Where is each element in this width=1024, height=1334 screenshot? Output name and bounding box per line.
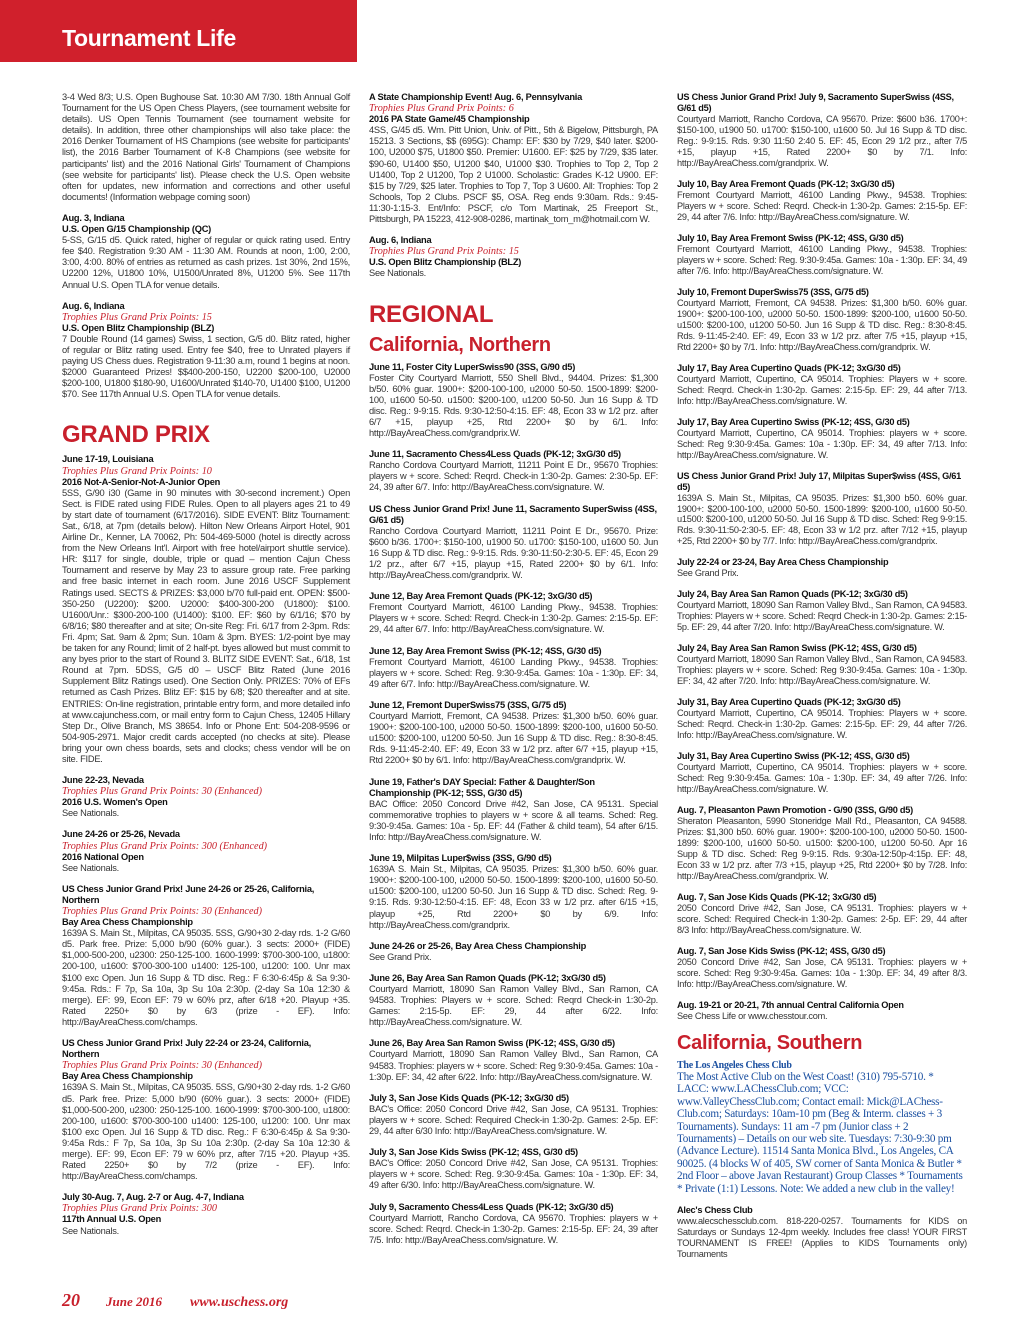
lacc-title: The Los Angeles Chess Club xyxy=(677,1059,792,1071)
entry-title: July 31, Bay Area Cupertino Quads (PK-12; 3xG/30 d5) xyxy=(677,697,901,708)
entry-body: Courtyard Marriott, Fremont, CA 94538. Prizes: $1,300 b/50. 60% guar. 1900+: $200-100-100, u2000 50-50. 1500-1899: $200-100, u1600 50-50. u1500: $200-100, u1200 50-50. Jun 16 Supp & TD disc. Reg.: 8:30-8:45. Rds. 9-11:45-2:40. EF: 49, Econ 33 w 1/2 prz. after 7/5 +15, playup +15, Rtd 2200+ $0 by 7/1. Info: http://BayAreaChess.com/grandprix. W. xyxy=(677,297,967,352)
lacc-body: The Most Active Club on the West Coast! (310) 795-5710. * LACC: www.LAChessClub.com; VCC: www.ValleyChessClub.com; Contact email: Mick@LAChess-Club.com; Saturdays: 10am-10 pm (Beg & Interm. classes + 3 Tournaments). Sundays: 11 am -7 pm (Junior class + 2 Tournaments) – Details on our web site. Tuesdays: 7:30-9:30 pm (Advance Lecture). 11514 Santa Monica Blvd., Los Angeles, CA 90025. (4 blocks W of 405, SW corner of Santa Monica & Butler * 2nd Floor – above Javan Restaurant) Group Classes * Tournaments * Private (1:1) Lessons. Note: We added a new club in the valley! xyxy=(677,1070,963,1195)
tournament-entry xyxy=(677,417,967,461)
entry-title: June 11, Foster City LuperSwiss90 (3SS, G/90 d5) xyxy=(369,361,576,372)
entry-body: Rancho Cordova Courtyard Marriott, 11211 Point E Dr., 95670. Prize: $600 b/36. 1700+: $150-100, u1900 50. u1700: $150-100, u1600 50. Jun 16 Supp & TD disc. Reg.: 9-9:15. Rds. 9:30-11:50-2:30-5. EF: 45, Econ 29 1/2 prz., after 6/7 +15, playup +15, Rated 2200+ $0 by 6/1. Info: http://BayAreaChess.com/grandprix. W. xyxy=(369,525,658,581)
entry-title: June 26, Bay Area San Ramon Quads (PK-12; 3xG/30 d5) xyxy=(369,972,606,983)
entry-body: Courtyard Marriott, Cupertino, CA 95014. Trophies: Players w + score. Sched: Reqrd. Check-in 1:30-2p. Games: 2:15-5p. EF: 29, 44 after 7/13. Info: http://BayAreaChess.com/signature. W. xyxy=(677,373,967,406)
entry-title: June 19, Father's DAY Special: Father & Daughter/Son Championship (PK-12; 5SS, G/30 d5) xyxy=(369,776,595,798)
grand-prix-points: Trophies Plus Grand Prix Points: 15 xyxy=(62,311,212,323)
tournament-entry xyxy=(677,557,967,579)
entry-body: Courtyard Marriott, Rancho Cordova, CA 95670. Trophies: players w + score. Sched: Reqrd. Check-in 1:30-2p. Games: 2:15-5p. EF: 24, 39 after 7/5. Info: http://BayAreaChess.com/signature. W. xyxy=(369,1212,658,1245)
entry-body: Sheraton Pleasanton, 5990 Stoneridge Mall Rd., Pleasanton, CA 94588. Prizes: $1,300 b50. 60% guar. 1900+: $200-100-100, u2000 50-50. 1500-1899: $200-100, u1600 50-50. u1500: $200-100, u1200 50-50. Apr 16 Supp & TD disc. Sched: Reg 9-9:15. Rds. 9:30a-12:50p-4:15p. EF: 48, Econ 33 w 1/2 prz. after 7/3 +15, playup +25, Rtd 2200+ $0 by 7/28. Info: http://BayAreaChess.com/grandprix. W. xyxy=(677,816,967,882)
entry-title: June 24-26 or 25-26, Bay Area Chess Championship xyxy=(369,940,587,951)
tournament-entry xyxy=(677,1000,967,1022)
tournament-entry xyxy=(62,213,350,291)
tournament-entry xyxy=(677,287,967,353)
entry-title: US Chess Junior Grand Prix! July 9, Sacramento SuperSwiss (4SS, G/61 d5) xyxy=(677,92,954,113)
tournament-entry xyxy=(369,1038,658,1082)
grand-prix-points: Trophies Plus Grand Prix Points: 30 (Enhanced) xyxy=(62,786,262,798)
page-footer xyxy=(62,1290,288,1311)
entry-body: Courtyard Marriott, Rancho Cordova, CA 95670. Prize: $600 b36. 1700+: $150-100, u1900 50. u1700: $150-100, u1600 50. Jul 16 Supp & TD disc. Reg.: 9-9:15. Rds. 9:30 11:50 2:40 5. EF: 45, Econ 29 1/2 prz., after 7/5 +15, playup +15, Rated 2200+ $0 by 7/1. Info: http://BayAreaChess.com/grandprix. W. xyxy=(677,113,967,168)
tournament-entry xyxy=(677,697,967,741)
entry-date: Aug. 3, Indiana xyxy=(62,212,125,223)
entry-title: July 24, Bay Area San Ramon Quads (PK-12; 3xG/30 d5) xyxy=(677,589,908,600)
tournament-entry xyxy=(62,1038,350,1182)
california-southern-heading: California, Southern xyxy=(677,1031,863,1054)
entry-body: Fremont Courtyard Marriott, 46100 Landing Pkwy., 94538. Trophies: players w + score. Sched: Reg. 9:30-9:45a. Games: 10a - 1:30p. EF: 34, 49 after 6/7. Info: http://BayAreaChess.com/signature. W. xyxy=(369,656,658,689)
entry-date: July 30-Aug. 7, Aug. 2-7 or Aug. 4-7, Indiana xyxy=(62,1192,244,1203)
entry-title: July 9, Sacramento Chess4Less Quads (PK-12; 3xG/30 d5) xyxy=(369,1201,614,1212)
tournament-entry xyxy=(369,1147,658,1191)
entry-title: 2016 U.S. Women's Open xyxy=(62,797,168,808)
entry-body: 1639A S. Main St., Milpitas, CA 95035. Prizes: $1,300 b/50. 60% guar. 1900+: $200-100-100, u2000 50-50. 1500-1899: $200-100, u1600 50-50. u1500: $200-100, u1200 50-50. Jun 16 Supp & TD disc. Sched: Reg. 9-9:15. Rds. 9:30-12:50-4:15. EF: 48, Econ 33 w 1/2 prz. after 6/15 +15, playup +25, Rtd 2200+ $0 by 6/9. Info: http://BayAreaChess.com/grandprix. xyxy=(369,864,658,930)
entry-body: 2050 Concord Drive #42, San Jose, CA 95131. Trophies: players w + score. Sched: Required Check-in 1:30-2p. Games: 2-5p. EF: 29, 44 after 8/3 Info: http://BayAreaChess.com/signature. W. xyxy=(677,903,967,935)
entry-title: July 31, Bay Area Cupertino Swiss (PK-12; 4SS, G/30 d5) xyxy=(677,751,910,762)
tournament-entry xyxy=(369,1202,658,1246)
entry-title: June 19, Milpitas Luper$wiss (3SS, G/90 d5) xyxy=(369,853,552,864)
entry-body: Fremont Courtyard Marriott, 46100 Landing Pkwy., 94538. Trophies: Players w + score. Sched: Reqrd. Check-in 1:30-2p. Games: 2:15-5p. EF: 29, 44 after 6/7. Info: http://BayAreaChess.com/signature. W. xyxy=(369,602,658,635)
entry-body: See Nationals. xyxy=(62,862,119,873)
entry-body: Courtyard Marriott, Cupertino, CA 95014. Trophies: Players w + score. Sched: Reqrd. Check-in 1:30-2p. Games: 2:15-5p. EF: 29, 44 after 7/26. Info: http://BayAreaChess.com/signature. W. xyxy=(677,708,967,741)
entry-list xyxy=(62,213,350,401)
tournament-entry xyxy=(677,589,967,633)
entry-body: Courtyard Marriott, Cupertino, CA 95014. Trophies: players w + score. Sched: Reg 9:30-9:45a. Games: 10a - 1:30p. EF: 34, 49 after 7/26. Info: http://BayAreaChess.com/signature. W. xyxy=(677,762,967,795)
entry-body: 7 Double Round (14 games) Swiss, 1 section, G/5 d0. Blitz rated, higher of regular or Blitz rating used. Entry fee $40, free to Unrated players if paying US Chess dues. Registration 9-11:30 a.m, round 1 begins at noon. $2000 Guaranteed Prizes! $$400-200-150, U2200 $200-100, U2000 $200-100, U1800 $180-90, U1600/Unrated $140-70, U1400 $100, U1200 $70. See 117th Annual U.S. Open TLA for venue details. xyxy=(62,333,350,400)
entry-body: Fremont Courtyard Marriott, 46100 Landing Pkwy., 94538. Trophies: Players w + score. Sched: Reqrd. Check-in 1:30-2p. Games: 2:15-5p. EF: 29, 44 after 7/6. Info: http://BayAreaChess.com/signature. W. xyxy=(677,189,967,222)
entry-title: June 11, Sacramento Chess4Less Quads (PK-12; 3xG/30 d5) xyxy=(369,449,621,460)
tournament-entry xyxy=(369,646,658,690)
grand-prix-points: Trophies Plus Grand Prix Points: 15 xyxy=(369,246,519,258)
column-1 xyxy=(62,92,350,1247)
tournament-entry xyxy=(369,235,658,279)
tournament-entry xyxy=(677,946,967,990)
entry-title: U.S. Open Blitz Championship (BLZ) xyxy=(369,257,522,268)
entry-title: Aug. 7, San Jose Kids Swiss (PK-12; 4SS, G/30 d5) xyxy=(677,945,886,956)
entry-body: BAC's Office: 2050 Concord Drive #42, San Jose, CA 95131. Trophies: players w + score. Sched: Required Check-in 1:30-2p. Games: 2-5p. EF: 29, 44 after 6/30 Info: http://BayAreaChess.com/signature. W. xyxy=(369,1103,658,1137)
grand-prix-points: Trophies Plus Grand Prix Points: 6 xyxy=(369,103,514,115)
entry-body: Rancho Cordova Courtyard Marriott, 11211 Point E Dr., 95670 Trophies: players w + score. Sched: Reqrd. Check-in 1:30-2p. Games: 2:30-5p. EF: 24, 39 after 6/7. Info: http://BayAreaChess.com/signature. W. xyxy=(369,460,658,493)
tournament-entry xyxy=(369,941,658,963)
entry-body: 5SS, G/90 i30 (Game in 90 minutes with 30-second increment.) Open Sect. is FIDE rated using FIDE Rules. Open to all players ages 21 to 49 by start date of tournament (6/17/2016). SIDE EVENT: Blitz Tournament: Sat., 6/18, at 7pm (details below). Hilton New Orleans Airport Hotel, 901 Airline Dr., Kenner, LA 70062, Ph: 504-469-5000 (hotel is directly across from the New Orleans Int'l. Airport with free hotel/airport shuttle service). HR: $117 for single, double, triple or quad – mention Cajun Chess Tournament and reserve by May 23 to assure group rate. Free parking and free basic internet in each room. June 2016 USCF Supplement Ratings used. SECTS & PRIZES: $3,000 b/70 full-paid ent. OPEN: $500-350-250 (U2200): $200. U2000: $400-300-200 (U1800): $100. U1600/Unr.: $300-200-100 (U1400): $100. EF: $60 by 6/1/16; $70 by 6/8/16; $80 thereafter and at site; On-site Reg: Fri. 6/17 from 2-3pm. Rds: Fri. 4pm; Sat. 9am & 2pm; Sun. 10am & 3pm. BYES: 1/2-point bye may be taken for any Round; limit of 2 half-pt. byes allowed but must commit to any byes prior to the start of Round 3. BLITZ SIDE EVENT: Sat., 6/18, 1st Round at 7pm. 5DSS, G/5 d0 – USCF Blitz Rated (June 2016 Supplement Blitz Ratings used). One Section Only. PRIZES: 70% of EFs returned as Cash Prizes. Blitz EF: $15 by 6/8; $20 thereafter and at site. ENTRIES: On-line registration, printable entry form, and more detailed info at www.cajunchess.com, or mail entry form to Cajun Chess, 12405 Hillary Step Dr., Olive Branch, MS 38654. Info or Phone Ent: 504-208-9596 or 504-905-2971. Major credit cards accepted (no checks at site). Please bring your own chess boards, sets and clocks; chess vendor will be on site. FIDE. xyxy=(62,487,350,764)
tournament-entry xyxy=(62,775,350,819)
tournament-entry xyxy=(62,454,350,765)
tournament-entry xyxy=(369,1093,658,1137)
entry-body: See Nationals. xyxy=(369,268,426,279)
tournament-entry xyxy=(369,853,658,931)
regional-heading: REGIONAL xyxy=(369,300,494,328)
entry-body: BAC's Office: 2050 Concord Drive #42, San Jose, CA 95131. Trophies: players w + score. Sched: Reg. 9:30-9:45a. Games: 10a - 1:30p. EF: 34, 49 after 6/30. Info: http://BayAreaChess.com/signature. W. xyxy=(369,1158,658,1191)
tournament-entry xyxy=(677,892,967,936)
entry-date: Aug. 6, Indiana xyxy=(369,235,432,246)
entry-body: Courtyard Marriott, Fremont, CA 94538. Prizes: $1,300 b/50. 60% guar. 1900+: $200-100-100, u2000 50-50. 1500-1899: $200-100, u1600 50-50. u1500: $200-100, u1200 50-50. Jun 16 Supp & TD disc. Reg.: 8:30-8:45. Rds. 9-11:45-2:40. EF: 49, Econ 33 w 1/2 prz. after 6/7 +15, playup +15, Rtd 2200+ $0 by 6/1. Info: http://BayAreaChess.com/grandprix. W. xyxy=(369,711,658,766)
entry-title: Bay Area Chess Championship xyxy=(62,917,193,928)
entry-title: U.S. Open G/15 Championship (QC) xyxy=(62,224,212,235)
entry-title: July 17, Bay Area Cupertino Quads (PK-12; 3xG/30 d5) xyxy=(677,362,901,373)
entry-title: Aug. 7, Pleasanton Pawn Promotion - G/90 (3SS, G/90 d5) xyxy=(677,805,913,816)
issue-date: June 2016 xyxy=(106,1294,162,1309)
entry-body: See Grand Prix. xyxy=(369,951,432,962)
entry-list xyxy=(677,92,967,1022)
grand-prix-heading: GRAND PRIX xyxy=(62,421,210,449)
tournament-entry xyxy=(369,362,658,440)
grand-prix-points: Trophies Plus Grand Prix Points: 30 (Enhanced) xyxy=(62,906,262,917)
entry-body: See Nationals. xyxy=(62,808,119,819)
entry-body: BAC Office: 2050 Concord Drive #42, San Jose, CA 95131. Special commemorative trophies to players w + score & all teams. Sched: Reg. 9:30-9:45a. Games: 10a - 5p. EF: 44 (Father & child team), 54 after 6/15. Info: http://BayAreaChess.com/signature. W. xyxy=(369,798,658,842)
tournament-entry xyxy=(62,884,350,1028)
entry-title: June 12, Fremont DuperSwiss75 (3SS, G/75 d5) xyxy=(369,699,567,710)
page-number: 20 xyxy=(62,1290,80,1310)
grand-prix-points: Trophies Plus Grand Prix Points: 300 xyxy=(62,1203,217,1215)
tournament-entry xyxy=(677,233,967,277)
entry-date: US Chess Junior Grand Prix! July 22-24 or 23-24, California, Northern xyxy=(62,1038,312,1060)
tournament-entry xyxy=(677,751,967,795)
entry-title: June 12, Bay Area Fremont Quads (PK-12; 3xG/30 d5) xyxy=(369,591,593,602)
entry-title: July 3, San Jose Kids Quads (PK-12; 3xG/30 d5) xyxy=(369,1092,569,1103)
entry-title: July 17, Bay Area Cupertino Swiss (PK-12; 4SS, G/30 d5) xyxy=(677,416,910,427)
entry-body: See Nationals. xyxy=(62,1225,119,1236)
entry-title: Aug. 7, San Jose Kids Quads (PK-12; 3xG/30 d5) xyxy=(677,892,877,903)
entry-body: 1639A S. Main St., Milpitas, CA 95035. 5SS, G/90+30 2-day rds. 1-2 G/60 d5. Park free. Prize: 5,000 b/90 (60% guar.). 3 sects: 2000+ (FIDE) $1,000-500-200, u2300: 250-125-100. 1600-1999: $700-300-100, u1800: 200-100, u1600: $700-300-100 u1400: 125-100, u1200: 100. Unr max $100 exc Open. Jul 16 Supp & TD disc. Reg.: F 6:30-6:45p & Sa 9:30-9:45a Rds.: F 7p, Sa 10a, 3p Su 10a 2:30p. (2-day Sa 10a 12:30 & merge). EF: 99, Econ EF: 79 w 60% prz, after 7/15 +20. Playup +35. Rated 2250+ $0 by 7/2 (prize - EF). Info: http://BayAreaChess.com/champs. xyxy=(62,1082,350,1182)
tournament-entry xyxy=(369,591,658,635)
entry-title: July 24, Bay Area San Ramon Swiss (PK-12; 4SS, G/30 d5) xyxy=(677,643,917,654)
grand-prix-points: Trophies Plus Grand Prix Points: 300 (Enhanced) xyxy=(62,840,268,852)
entry-body: Foster City Courtyard Marriott, 550 Shell Blvd., 94404. Prizes: $1,300 b/50. 60% guar. 1900+: $200-100-100, u2000 50-50. 1500-1899: $200-100, u1600 50-50. u1500: $200-100, u1200 50-50. Jun 16 Supp & TD disc. Reg.: 9-9:15. Rds. 9:30-12:50-4:15. EF: 48, Econ 33 w 1/2 prz. after 6/7 +15, playup +25, Rtd 2200+ $0 by 6/1. Info: http://BayAreaChess.com/grandprix.W. xyxy=(369,372,658,439)
entry-body: See Grand Prix. xyxy=(677,568,739,579)
entry-body: Courtyard Marriott, 18090 San Ramon Valley Blvd., San Ramon, CA 94583. Trophies: Players w + score. Sched: Reqrd Check-in 1:30-2p. Games: 2:15-5p. EF: 29, 44 after 6/22. Info: http://BayAreaChess.com/signature. W. xyxy=(369,984,658,1028)
entry-body: Fremont Courtyard Marriott, 46100 Landing Pkwy., 94538. Trophies: players w + score. Sched: Reg. 9:30-9:45a. Games: 10a - 1:30p. EF: 34, 49 after 7/6. Info: http://BayAreaChess.com/signature. W. xyxy=(677,243,967,276)
entry-title: 2016 National Open xyxy=(62,851,144,862)
california-northern-heading: California, Northern xyxy=(369,333,551,356)
tournament-entry xyxy=(62,829,350,873)
entry-title: July 3, San Jose Kids Swiss (PK-12; 4SS, G/30 d5) xyxy=(369,1147,578,1158)
entry-list xyxy=(369,92,658,280)
entry-body: Courtyard Marriott, Cupertino, CA 95014. Trophies: players w + score. Sched: Reg 9:30-9:45a. Games: 10a - 1:30p. EF: 34, 49 after 7/13. Info: http://BayAreaChess.com/signature. W. xyxy=(677,427,967,460)
entry-title: July 10, Bay Area Fremont Swiss (PK-12; 4SS, G/30 d5) xyxy=(677,232,904,243)
entry-title: 2016 Not-A-Senior-Not-A-Junior Open xyxy=(62,476,221,487)
tournament-entry xyxy=(369,973,658,1028)
entry-title: US Chess Junior Grand Prix! June 11, Sacramento SuperSwiss (4SS, G/61 d5) xyxy=(369,503,657,525)
tournament-entry xyxy=(62,1192,350,1236)
tournament-entry xyxy=(369,777,658,844)
entry-date: A State Championship Event! Aug. 6, Pennsylvania xyxy=(369,92,583,102)
entry-date: US Chess Junior Grand Prix! June 24-26 or 25-26, California, Northern xyxy=(62,883,315,905)
us-open-intro: 3-4 Wed 8/3; U.S. Open Bughouse Sat. 10:30 AM 7/30. 18th Annual Golf Tournament for the US Open Chess Players, (see tournament website for details). US Open Tennis Tournament (see tournament website for details). In addition, three other championships will also take place: the 2016 Denker Tournament of HS Champions (see website for participants' list), the 2016 Barber Tournament of K-8 Champions (see website for participants' list) and the 2016 National Girls' Tournament of Champions (see website for participants' list). Please check the U.S. Open website often for updates, new information and corrections and other useful documents! (Information webpage coming soon) xyxy=(62,92,350,202)
entry-body: See Chess Life or www.chesstour.com. xyxy=(677,1010,828,1021)
tournament-entry xyxy=(62,301,350,401)
entry-title: June 26, Bay Area San Ramon Swiss (PK-12; 4SS, G/30 d5) xyxy=(369,1038,615,1049)
entry-body: 1639A S. Main St., Milpitas, CA 95035. Prizes: $1,300 b50. 60% guar. 1900+: $200-100-100, u2000 50-50. 1500-1899: $200-100, u1600 50-50. u1500: $200-100, u1200 50-50. Jul 16 Supp & TD disc. Sched: Reg 9-9:15. Rds. 9:30-11:50-2:30-5. EF: 48, Econ 33 w 1/2 prz. after 7/12 +15, playup +25, Rtd 2200+ $0 by 7/7. Info: http://BayAreaChess.com/grandprix. xyxy=(677,492,967,547)
tournament-entry xyxy=(677,805,967,882)
entry-title: U.S. Open Blitz Championship (BLZ) xyxy=(62,322,215,333)
entry-date: June 22-23, Nevada xyxy=(62,775,144,786)
entry-title: July 10, Fremont DuperSwiss75 (3SS, G/75 d5) xyxy=(677,286,869,297)
entry-title: June 12, Bay Area Fremont Swiss (PK-12; 4SS, G/30 d5) xyxy=(369,645,602,656)
entry-body: 1639A S. Main St., Milpitas, CA 95035. 5SS, G/90+30 2-day rds. 1-2 G/60 d5. Park free. Prize: 5,000 b/90 (60% guar.). 3 sects: 2000+ (FIDE) $1,000-500-200, u2300: 250-125-100. 1600-1999: $700-300-100, u1800: 200-100, u1600: $700-300-100 u1400: 125-100, u1200: 100. Unr max $100 exc Open. Jun 16 Supp & TD disc. Reg.: F 6:30-6:45p & Sa 9:30-9:45a. Rds.: F 7p, Sa 10a, 3p Su 10a 2:30p. (2-day Sa 10a 12:30 & merge). EF: 99, Econ EF: 79 w 60% prz, after 6/18 +20. Playup +35. Rated 2250+ $0 by 6/3 (prize - EF). Info: http://BayAreaChess.com/champs. xyxy=(62,928,350,1027)
alec-title: Alec's Chess Club xyxy=(677,1204,753,1215)
entry-title: Bay Area Chess Championship xyxy=(62,1071,193,1082)
tournament-entry xyxy=(677,643,967,687)
entry-date: June 17-19, Louisiana xyxy=(62,454,154,465)
grand-prix-points: Trophies Plus Grand Prix Points: 30 (Enhanced) xyxy=(62,1060,262,1072)
website-link[interactable]: www.uschess.org xyxy=(189,1295,289,1310)
entry-body: Courtyard Marriott, 18090 San Ramon Valley Blvd., San Ramon, CA 94583. Trophies: Players w + score. Sched: Reqrd Check-in 1:30-2p. Games: 2:15-5p. EF: 29, 44 after 7/20. Info: http://BayAreaChess.com/signature. W. xyxy=(677,600,967,633)
entry-date: June 24-26 or 25-26, Nevada xyxy=(62,829,180,840)
entry-title: July 10, Bay Area Fremont Quads (PK-12; 3xG/30 d5) xyxy=(677,178,895,189)
tournament-entry xyxy=(369,92,658,225)
tournament-entry xyxy=(677,471,967,548)
entry-body: 2050 Concord Drive #42, San Jose, CA 95131. Trophies: players w + score. Sched: Reg 9:30-9:45a. Games: 10a - 1:30p. EF: 34, 49 after 8/3. Info: http://BayAreaChess.com/signature. W. xyxy=(677,956,967,989)
tournament-entry xyxy=(369,449,658,493)
tournament-entry xyxy=(677,92,967,169)
entry-body: Courtyard Marriott, 18090 San Ramon Valley Blvd., San Ramon, CA 94583. Trophies: players w + score. Sched: Reg 9:30-9:45a. Games: 10a - 1:30p. EF: 34, 42 after 6/22. Info: http://BayAreaChess.com/signature. W. xyxy=(369,1049,658,1082)
entry-body: Courtyard Marriott, 18090 San Ramon Valley Blvd., San Ramon, CA 94583. Trophies: players w + score. Sched: Reg 9:30-9:45a. Games: 10a - 1:30p. EF: 34, 42 after 7/20. Info: http://BayAreaChess.com/signature. W. xyxy=(677,654,967,687)
entry-body: 4SS, G/45 d5. Wm. Pitt Union, Univ. of Pitt., 5th & Bigelow, Pittsburgh, PA 15213. 3 Sections, $$ (695G): Champ: EF: $30 by 7/29, $40 later. $200-100, U2000 $75, U1800 $50. Premier: U1600. EF: $25 by 7/29, $35 later. $90-60, U1400 $50, U1200 $40, U1000 $30. Trophies to Top 2, Top 2 U1400, Top 2 U1200, Top 2 U1000. Scholastic: Grades K-12 U900. EF: $15 by 7/29, $25 later. Trophies to Top 7, Top 3 U600. All: Trophies: Top 2 Schools, Top 2 Clubs. PSCF $5, OSA. Reg ends 9:30am. Rds.: 9:45-11:30-1:15-3. Ent/Info: PSCF, c/o Tom Martinak, 25 Freeport St., Pittsburgh, PA 15223, 412-908-0286, martinak_tom_m@hotmail.com W. xyxy=(369,125,658,225)
entry-title: 2016 PA State Game/45 Championship xyxy=(369,114,530,125)
column-3 xyxy=(677,92,967,1260)
entry-list xyxy=(62,454,350,1236)
grand-prix-points: Trophies Plus Grand Prix Points: 10 xyxy=(62,465,212,477)
tournament-entry xyxy=(369,504,658,582)
entry-title: July 22-24 or 23-24, Bay Area Chess Championship xyxy=(677,557,889,568)
tournament-entry xyxy=(677,179,967,223)
entry-title: Aug. 19-21 or 20-21, 7th annual Central California Open xyxy=(677,999,904,1010)
entry-title: 117th Annual U.S. Open xyxy=(62,1214,162,1225)
column-2 xyxy=(369,92,658,1256)
tournament-entry xyxy=(677,363,967,407)
entry-title: US Chess Junior Grand Prix! July 17, Milpitas Super$wiss (4SS, G/61 d5) xyxy=(677,470,961,492)
entry-list xyxy=(369,362,658,1246)
alec-body: www.alecschessclub.com. 818-220-0257. Tournaments for KIDS on Saturdays or Sundays 12-4pm weekly. Includes free class! YOUR FIRST TOURNAMENT IS FREE! (Applies to KIDS Tournaments only) Tournaments xyxy=(677,1215,967,1259)
tournament-entry xyxy=(369,700,658,767)
section-banner xyxy=(0,0,357,62)
entry-body: 5-SS, G/15 d5. Quick rated, higher of regular or quick rating used. Entry fee $40. Registration 9:30 AM - 11:30 AM. Rounds at noon, 1:00, 2:00, 3:00, 4:00. 80% of entries as returned as cash prizes. 1st 30%, 2nd 15%, U2200 12%, U1800 10%, U1500/Unrated 8%, U1200 5%. See 117th Annual U.S. Open TLA for venue details. xyxy=(62,235,350,290)
entry-date: Aug. 6, Indiana xyxy=(62,300,125,311)
section-title: Tournament Life xyxy=(62,25,236,51)
